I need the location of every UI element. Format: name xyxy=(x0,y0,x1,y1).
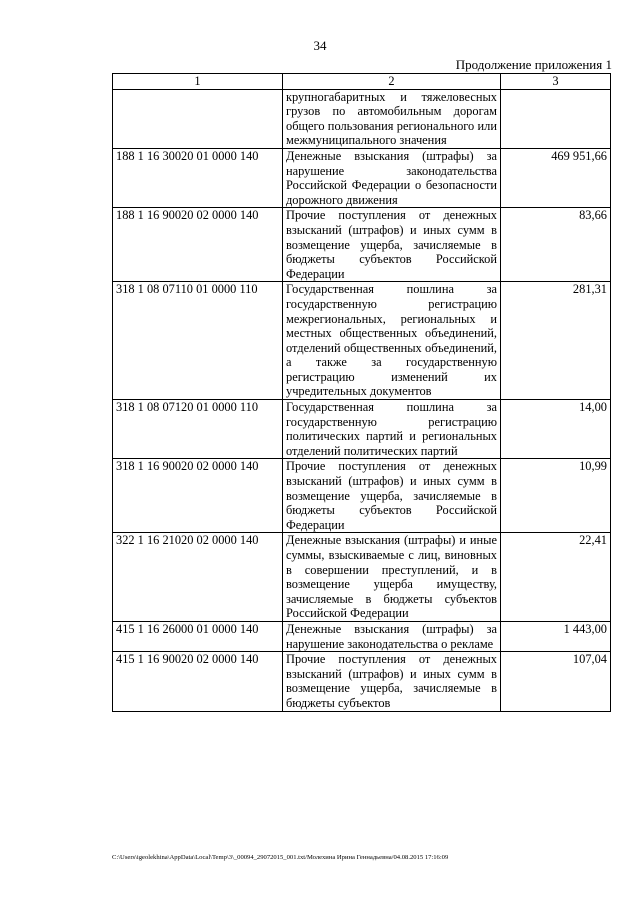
row-code: 188 1 16 30020 01 0000 140 xyxy=(113,148,283,207)
table-row xyxy=(113,400,611,459)
row-code: 322 1 16 21020 02 0000 140 xyxy=(113,533,283,622)
table-header-row xyxy=(113,74,611,90)
table-row xyxy=(113,652,611,711)
table-row xyxy=(113,208,611,282)
row-name: крупногабаритных и тяжеловесных грузов по автомобильным дорогам общего пользования регионального или межмуниципального значения xyxy=(283,89,501,148)
table-row xyxy=(113,533,611,622)
row-name: Государственная пошлина за государственную регистрацию политических партий и региональных отделений политических партий xyxy=(283,400,501,459)
row-amount xyxy=(501,89,611,148)
header-col-1: 1 xyxy=(113,74,283,90)
file-path-footer: C:\Users\igeolekhina\AppData\Local\Temp\3\_00094_29072015_001.txt/Молехина Ирина Геннадьевна/04.08.2015 17:16:09 xyxy=(112,854,449,861)
row-amount: 10,99 xyxy=(501,459,611,533)
row-amount: 22,41 xyxy=(501,533,611,622)
row-amount: 281,31 xyxy=(501,282,611,400)
row-name: Прочие поступления от денежных взысканий (штрафов) и иных сумм в возмещение ущерба, зачисляемые в бюджеты субъектов Российской Федерации xyxy=(283,208,501,282)
table-row xyxy=(113,459,611,533)
row-name: Денежные взыскания (штрафы) за нарушение законодательства Российской Федерации о безопасности дорожного движения xyxy=(283,148,501,207)
row-code: 415 1 16 26000 01 0000 140 xyxy=(113,621,283,651)
row-amount: 1 443,00 xyxy=(501,621,611,651)
row-amount: 83,66 xyxy=(501,208,611,282)
row-code: 318 1 16 90020 02 0000 140 xyxy=(113,459,283,533)
row-code: 318 1 08 07120 01 0000 110 xyxy=(113,400,283,459)
row-amount: 14,00 xyxy=(501,400,611,459)
row-amount: 469 951,66 xyxy=(501,148,611,207)
row-name: Прочие поступления от денежных взысканий (штрафов) и иных сумм в возмещение ущерба, зачисляемые в бюджеты субъектов Российской Федерации xyxy=(283,459,501,533)
row-code: 188 1 16 90020 02 0000 140 xyxy=(113,208,283,282)
row-name: Прочие поступления от денежных взысканий (штрафов) и иных сумм в возмещение ущерба, зачисляемые в бюджеты субъектов xyxy=(283,652,501,711)
row-code: 318 1 08 07110 01 0000 110 xyxy=(113,282,283,400)
row-name: Денежные взыскания (штрафы) за нарушение законодательства о рекламе xyxy=(283,621,501,651)
row-name: Денежные взыскания (штрафы) и иные суммы, взыскиваемые с лиц, виновных в совершении преступлений, и в возмещение ущерба имуществу, зачисляемые в бюджеты субъектов Российской Федерации xyxy=(283,533,501,622)
table-row xyxy=(113,89,611,148)
table-row xyxy=(113,621,611,651)
table-row xyxy=(113,282,611,400)
header-col-2: 2 xyxy=(283,74,501,90)
table-row xyxy=(113,148,611,207)
header-col-3: 3 xyxy=(501,74,611,90)
row-amount: 107,04 xyxy=(501,652,611,711)
revenue-table xyxy=(112,73,611,712)
row-code: 415 1 16 90020 02 0000 140 xyxy=(113,652,283,711)
continuation-label: Продолжение приложения 1 xyxy=(455,57,612,72)
row-code xyxy=(113,89,283,148)
row-name: Государственная пошлина за государственную регистрацию межрегиональных, региональных и местных общественных объединений, отделений общественных объединений, а также за государственную регистрацию изменений их учредительных документов xyxy=(283,282,501,400)
page-number: 34 xyxy=(313,38,327,53)
